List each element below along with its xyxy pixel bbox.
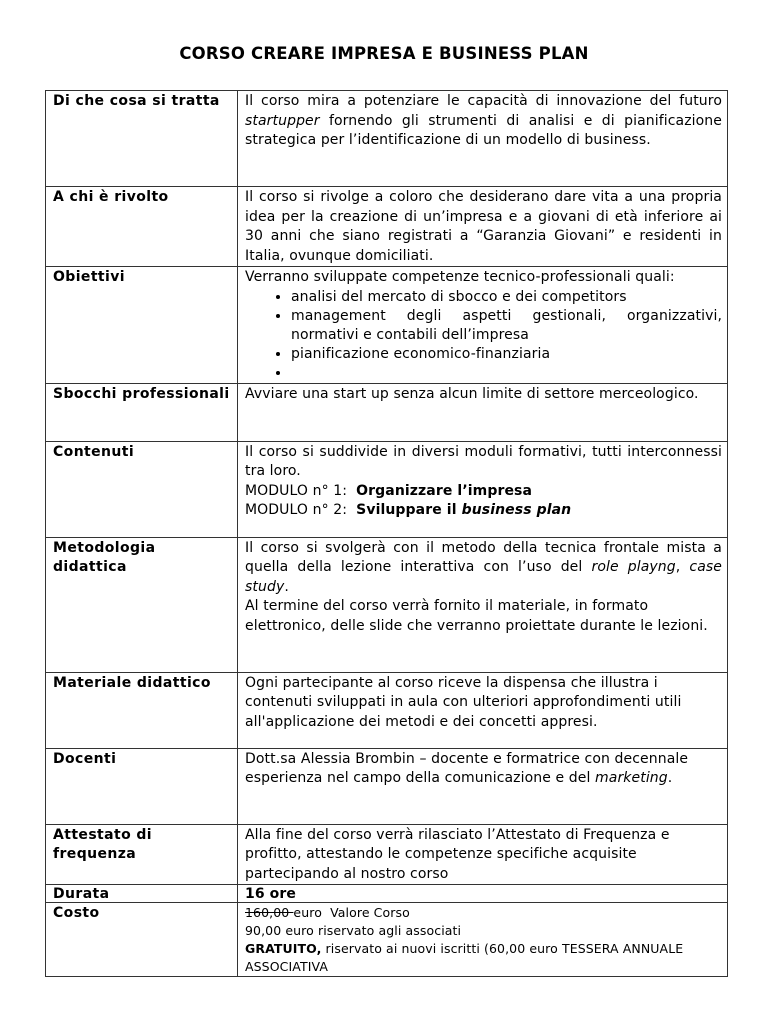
method-em-1: role playng bbox=[591, 559, 676, 575]
goals-item bbox=[291, 364, 722, 383]
method-sep: , bbox=[675, 559, 690, 575]
row-content-what bbox=[238, 91, 728, 187]
row-label-contents: Contenuti bbox=[46, 441, 238, 537]
teachers-em: marketing bbox=[595, 770, 668, 786]
module-1 bbox=[245, 482, 722, 502]
row-label-duration: Durata bbox=[46, 885, 238, 903]
teachers-text: Dott.sa Alessia Brombin – docente e formatrice con decennale esperienza nel campo della comunicazione e del bbox=[245, 750, 689, 786]
row-content-cost bbox=[238, 903, 728, 977]
cost-line-1-rest: euro Valore Corso bbox=[293, 905, 410, 920]
method-end: . bbox=[284, 578, 289, 595]
what-text-1: Il corso mira a potenziare le capacità di innovazione del futuro bbox=[245, 93, 722, 109]
goals-item: • management degli aspetti gestionali, organizzativi, normativi e contabili dell’impresa bbox=[291, 307, 722, 345]
row-content-contents bbox=[238, 441, 728, 537]
table-row-teachers bbox=[46, 748, 728, 824]
row-label-outlets: Sbocchi professionali bbox=[46, 383, 238, 441]
row-label-goals: Obiettivi bbox=[46, 267, 238, 384]
module-2-title: Sviluppare il bbox=[356, 502, 462, 518]
contents-intro: Il corso si suddivide in diversi moduli formativi, tutti interconnessi tra loro. bbox=[245, 443, 722, 479]
cost-old-price: 160,00 bbox=[245, 905, 294, 920]
table-row-certificate bbox=[46, 824, 728, 885]
goals-list bbox=[245, 288, 722, 383]
method-text-1: Il corso si svolgerà con il metodo della tecnica frontale mista a quella della lezione interattiva con l’uso del bbox=[245, 539, 722, 575]
row-content-outlets: Avviare una start up senza alcun limite di settore merceologico. bbox=[238, 383, 728, 441]
row-label-material: Materiale didattico bbox=[46, 672, 238, 748]
table-row-who bbox=[46, 187, 728, 267]
row-label-who: A chi è rivolto bbox=[46, 187, 238, 267]
row-label-method: Metodologia didattica bbox=[46, 537, 238, 672]
document-title: CORSO CREARE IMPRESA E BUSINESS PLAN bbox=[179, 44, 589, 63]
row-content-certificate: Alla fine del corso verrà rilasciato l’Attestato di Frequenza e profitto, attestando le competenze specifiche acquisite partecipando al nostro corso bbox=[238, 824, 728, 885]
module-2-title-em: business plan bbox=[461, 502, 572, 518]
table-row-goals bbox=[46, 267, 728, 384]
method-paragraph-1 bbox=[245, 539, 722, 598]
what-text-2: fornendo gli strumenti di analisi e di pianificazione strategica per l’identificazione di un modello di business. bbox=[245, 112, 722, 148]
row-content-method bbox=[238, 537, 728, 672]
cost-free: GRATUITO, bbox=[245, 941, 322, 956]
table-row-cost bbox=[46, 903, 728, 977]
module-2-prefix: MODULO n° 2: bbox=[245, 502, 357, 518]
row-label-teachers: Docenti bbox=[46, 748, 238, 824]
cost-line-3 bbox=[245, 940, 722, 976]
row-content-goals bbox=[238, 267, 728, 384]
table-row-what bbox=[46, 91, 728, 187]
module-1-prefix: MODULO n° 1: bbox=[245, 482, 357, 499]
row-content-material: Ogni partecipante al corso riceve la dispensa che illustra i contenuti sviluppati in aula con ulteriori approfondimenti utili all'applicazione dei metodi e dei concetti appresi. bbox=[238, 672, 728, 748]
row-content-teachers bbox=[238, 748, 728, 824]
table-row-duration bbox=[46, 885, 728, 903]
goals-intro: Verranno sviluppate competenze tecnico-professionali quali: bbox=[245, 269, 675, 285]
goals-item: • pianificazione economico-finanziaria bbox=[291, 345, 722, 364]
row-label-certificate: Attestato di frequenza bbox=[46, 824, 238, 885]
row-content-who: Il corso si rivolge a coloro che desiderano dare vita a una propria idea per la creazione di un’impresa e a giovani di età inferiore ai 30 anni che siano registrati a “Garanzia Giovani” e residenti in Italia, ovunque domiciliati. bbox=[238, 187, 728, 267]
what-text-em: startupper bbox=[245, 112, 320, 129]
row-label-cost: Costo bbox=[46, 903, 238, 977]
method-paragraph-2: Al termine del corso verrà fornito il materiale, in formato elettronico, delle slide che verranno proiettate durante le lezioni. bbox=[245, 598, 708, 634]
teachers-end: . bbox=[667, 770, 673, 786]
table-row-outlets bbox=[46, 383, 728, 441]
table-row-method bbox=[46, 537, 728, 672]
module-1-title: Organizzare l’impresa bbox=[356, 482, 533, 499]
cost-line-2: 90,00 euro riservato agli associati bbox=[245, 923, 462, 938]
course-info-table bbox=[45, 90, 728, 977]
method-em-2: case study bbox=[245, 559, 723, 595]
row-content-duration: 16 ore bbox=[238, 885, 728, 903]
row-label-what: Di che cosa si tratta bbox=[46, 91, 238, 187]
cost-line-1 bbox=[245, 904, 722, 922]
cost-line-3-rest: riservato ai nuovi iscritti (60,00 euro TESSERA ANNUALE ASSOCIATIVA bbox=[245, 941, 688, 974]
goals-item: • analisi del mercato di sbocco e dei competitors bbox=[291, 288, 722, 307]
table-row-contents bbox=[46, 441, 728, 537]
table-row-material bbox=[46, 672, 728, 748]
module-2 bbox=[245, 501, 722, 521]
